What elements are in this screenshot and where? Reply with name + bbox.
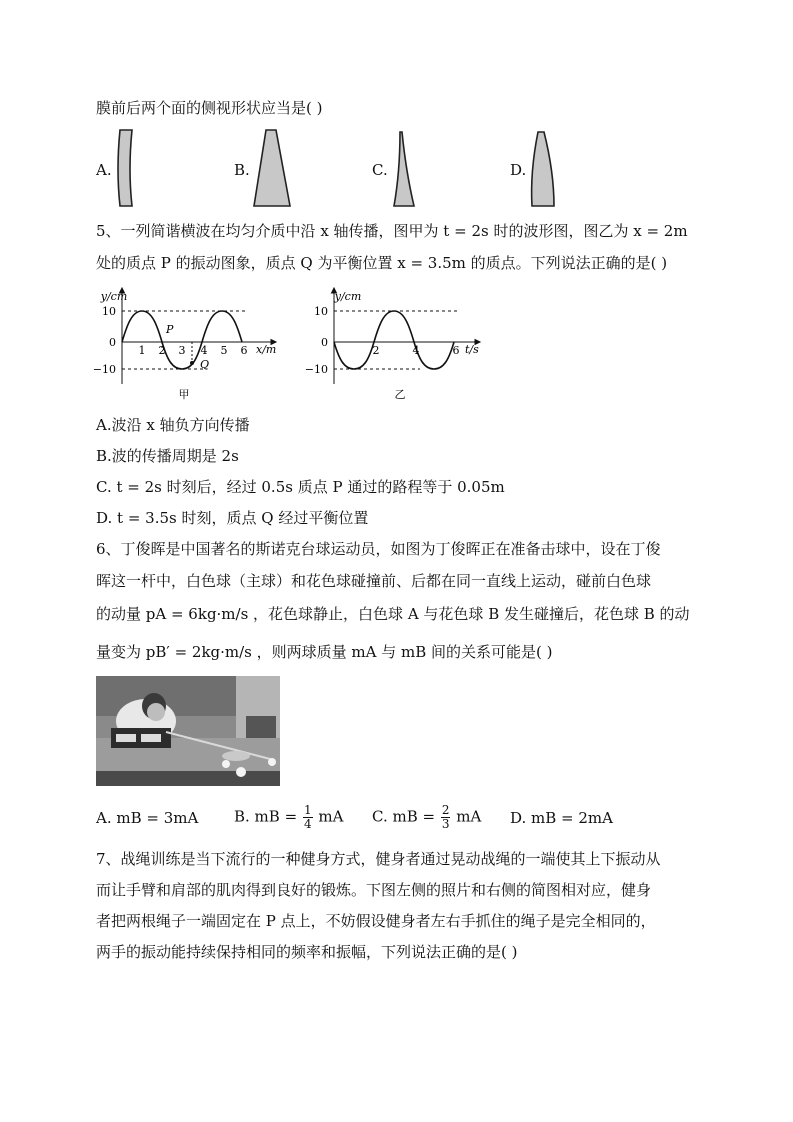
q6-option-b-fraction: $\frac{1}{4}$	[303, 803, 312, 831]
yi-caption: 乙	[394, 388, 406, 401]
q5-line-2: 处的质点 P 的振动图象，质点 Q 为平衡位置 x = 3.5m 的质点。下列说法正确的是( )	[96, 254, 668, 272]
q5-option-c: C. t = 2s 时刻后，经过 0.5s 质点 P 通过的路程等于 0.05m	[96, 478, 505, 496]
jia-ytick-neg10: −10	[92, 363, 116, 376]
jia-ylabel: y/cm	[100, 290, 128, 303]
q7-line-1: 7、战绳训练是当下流行的一种健身方式，健身者通过晃动战绳的一端使其上下振动从	[96, 850, 661, 868]
q6-line-2: 晖这一杆中，白色球（主球）和花色球碰撞前、后都在同一直线上运动，碰前白色球	[96, 572, 652, 590]
q6-option-b-post: mA	[318, 807, 344, 826]
yi-xtick-6: 6	[452, 344, 460, 357]
jia-point-p: P	[166, 323, 174, 336]
yi-ylabel: y/cm	[334, 290, 362, 303]
q4-option-b-shape	[250, 130, 296, 208]
jia-xtick-4: 4	[200, 344, 208, 357]
q4-option-a-shape	[112, 130, 140, 208]
jia-ytick-10: 10	[102, 305, 116, 318]
jia-ytick-0: 0	[109, 336, 116, 349]
snooker-player-photo	[96, 676, 280, 786]
q6-line-1: 6、丁俊晖是中国著名的斯诺克台球运动员，如图为丁俊晖正在准备击球中，设在丁俊	[96, 540, 661, 558]
q4-option-c-shape	[388, 132, 418, 208]
q4-option-c-label: C.	[372, 161, 388, 179]
q4-option-a-label: A.	[96, 161, 112, 179]
q5-graph-yi	[304, 280, 500, 404]
jia-xtick-5: 5	[220, 344, 228, 357]
jia-xtick-3: 3	[178, 344, 186, 357]
yi-ytick-10: 10	[314, 305, 328, 318]
jia-point-q: Q	[200, 358, 210, 371]
q5-option-b: B.波的传播周期是 2s	[96, 447, 239, 465]
jia-xtick-6: 6	[240, 344, 248, 357]
q7-line-4: 两手的振动能持续保持相同的频率和振幅，下列说法正确的是( )	[96, 943, 518, 961]
q5-line-1: 5、一列简谐横波在均匀介质中沿 x 轴传播，图甲为 t = 2s 时的波形图，图乙为 x = 2m	[96, 222, 688, 240]
q6-option-d: D. mB = 2mA	[510, 809, 613, 827]
q4-option-d-shape	[524, 132, 558, 208]
q6-option-c-pre: C. mB =	[372, 807, 436, 826]
q6-option-b-pre: B. mB =	[234, 807, 298, 826]
yi-xlabel: t/s	[465, 343, 479, 356]
jia-caption: 甲	[178, 388, 190, 401]
q6-option-c	[372, 804, 481, 831]
q4-stem-tail: 膜前后两个面的侧视形状应当是( )	[96, 99, 323, 117]
q5-option-a: A.波沿 x 轴负方向传播	[96, 416, 250, 434]
jia-xlabel: x/m	[256, 343, 277, 356]
yi-ytick-neg10: −10	[304, 363, 328, 376]
q6-option-a: A. mB = 3mA	[96, 809, 199, 827]
jia-xtick-1: 1	[138, 344, 146, 357]
yi-xtick-4: 4	[412, 344, 420, 357]
q4-option-d-label: D.	[510, 161, 527, 179]
jia-xtick-2: 2	[158, 344, 166, 357]
q6-option-b	[234, 804, 343, 831]
q7-line-3: 者把两根绳子一端固定在 P 点上，不妨假设健身者左右手抓住的绳子是完全相同的，	[96, 912, 656, 930]
yi-xtick-2: 2	[372, 344, 380, 357]
q6-line-4: 量变为 pB′ = 2kg·m/s ，则两球质量 mA 与 mB 间的关系可能是( )	[96, 643, 553, 661]
q6-option-c-fraction: $\frac{2}{3}$	[441, 803, 450, 831]
q7-line-2: 而让手臂和肩部的肌肉得到良好的锻炼。下图左侧的照片和右侧的简图相对应，健身	[96, 881, 652, 899]
q4-option-b-label: B.	[234, 161, 250, 179]
q6-line-3: 的动量 pA = 6kg·m/s ，花色球静止，白色球 A 与花色球 B 发生碰撞后，花色球 B 的动	[96, 605, 690, 623]
yi-ytick-0: 0	[321, 336, 328, 349]
q6-option-c-post: mA	[456, 807, 482, 826]
q5-option-d: D. t = 3.5s 时刻，质点 Q 经过平衡位置	[96, 509, 369, 527]
q5-graph-jia	[92, 280, 296, 404]
